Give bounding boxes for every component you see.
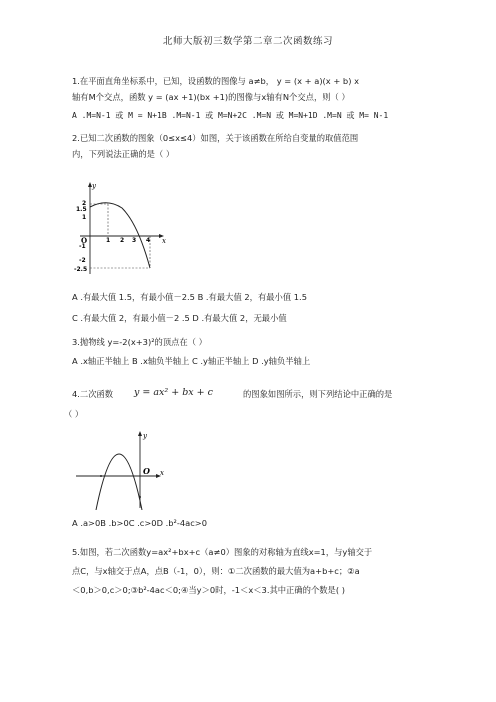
q2-ytick-neg2.5: -2.5 <box>74 266 88 273</box>
q2-ytick-neg2: -2 <box>79 257 86 264</box>
q1-stem-line2: 轴有M个交点，函数 y = (ax +1)(bx +1)的图像与x轴有N个交点，则（ ） <box>72 92 350 102</box>
q1-stem-line1: 1.在平面直角坐标系中，已知，设函数的图像与 a≠b， y = (x + a)(x + b) x <box>72 76 359 86</box>
q2-ytick-2: 2 <box>82 200 87 207</box>
q2-parabola-graph <box>74 180 174 280</box>
q3-stem: 3.抛物线 y=-2(x+3)²的顶点在（ ） <box>72 337 207 347</box>
page-title: 北师大版初三数学第二章二次函数练习 <box>162 36 333 47</box>
q2-ytick-neg1: -1 <box>79 243 86 250</box>
q2-xtick-3: 3 <box>132 237 137 244</box>
q4-origin: O <box>143 466 150 476</box>
q2-ytick-1.5: 1.5 <box>76 206 87 213</box>
q5-stem-line3: ＜0,b＞0,c＞0;③b²-4ac＜0;④当y＞0时，-1＜x＜3.其中正确的个数是( ) <box>72 585 345 595</box>
q4-curve <box>96 454 142 510</box>
q4-stem-suffix: 的图象如图所示，则下列结论中正确的是 <box>243 389 393 399</box>
q4-y-label: y <box>143 432 147 440</box>
q2-xtick-1: 1 <box>106 237 111 244</box>
q4-x-label: x <box>160 469 164 477</box>
q2-ytick-1: 1 <box>82 214 87 221</box>
q2-options-cd: C .有最大值 2，有最小值－2 .5 D .有最大值 2，无最小值 <box>72 313 287 323</box>
q4-stem-prefix: 4.二次函数 <box>72 389 114 399</box>
q4-parabola-graph <box>74 428 184 510</box>
q2-curve <box>90 203 150 268</box>
q2-y-label: y <box>92 182 96 190</box>
q3-options: A .x轴正半轴上 B .x轴负半轴上 C .y轴正半轴上 D .y轴负半轴上 <box>72 356 311 366</box>
q4-formula: y = ax² + bx + c <box>134 387 213 398</box>
q2-stem-line2: 内，下列说法正确的是（ ） <box>72 149 175 159</box>
q4-options: A .a>0B .b>0C .c>0D .b²-4ac>0 <box>72 518 207 528</box>
q4-paren: （ ） <box>64 409 84 419</box>
q4-y-arrow <box>138 431 142 436</box>
q2-xtick-2: 2 <box>120 237 125 244</box>
q2-stem-line1: 2.已知二次函数的图象（0≤x≤4）如图，关于该函数在所给自变量的取值范围 <box>72 133 359 143</box>
q2-xtick-4: 4 <box>146 237 151 244</box>
q5-stem-line2: 点C，与x轴交于点A，点B（-1，0），则：①二次函数的最大值为a+b+c；②a <box>72 566 360 576</box>
q2-options-ab: A .有最大值 1.5，有最小值－2.5 B .有最大值 2，有最小值 1.5 <box>72 292 307 302</box>
q2-origin: O <box>81 236 88 245</box>
q2-x-label: x <box>162 237 166 245</box>
q5-stem-line1: 5.如图，若二次函数y=ax²+bx+c（a≠0）图象的对称轴为直线x=1，与y轴交于 <box>72 547 373 557</box>
q1-options: A .M=N-1 或 M = N+1B .M=N-1 或 M=N+2C .M=N 或 M=N+1D .M=N 或 M= N-1 <box>72 111 389 120</box>
